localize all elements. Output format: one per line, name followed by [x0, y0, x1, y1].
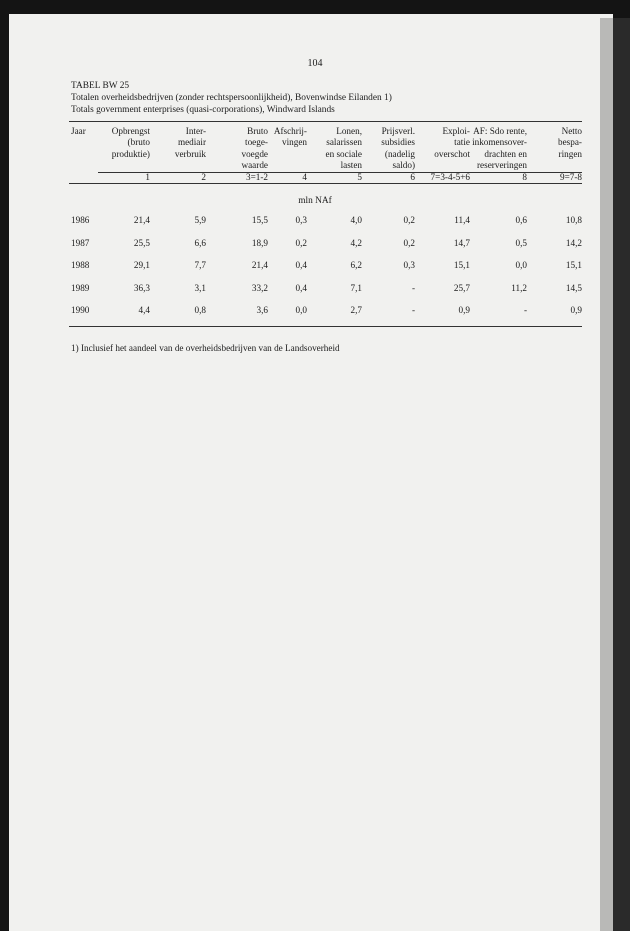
column-header-line: Lonen, — [336, 126, 362, 136]
row-year: 1989 — [71, 283, 90, 293]
column-header-line: inkomensover- — [472, 137, 527, 148]
table-cell: 0,9 — [570, 305, 582, 315]
table-title-english: Totals government enterprises (quasi-corporations), Windward Islands — [71, 105, 335, 115]
table-cell: 33,2 — [251, 283, 268, 293]
table-title-dutch: Totalen overheidsbedrijven (zonder rechtspersoonlijkheid), Bovenwindse Eilanden 1) — [71, 93, 392, 103]
table-cell: 14,2 — [565, 238, 582, 248]
column-header-line: overschot — [434, 148, 470, 159]
column-code: 8 — [522, 172, 527, 182]
table-cell: - — [411, 283, 415, 293]
column-header — [434, 126, 470, 160]
table-cell: 3,6 — [256, 305, 268, 315]
table-cell: 14,7 — [453, 238, 470, 248]
column-code: 5 — [357, 172, 362, 182]
table-cell: 0,3 — [295, 215, 307, 225]
footnote: 1) Inclusief het aandeel van de overheidsbedrijven van de Landsoverheid — [71, 343, 340, 353]
row-year: 1987 — [71, 238, 90, 248]
column-header-line: produktie) — [111, 148, 150, 159]
table-bottom-rule — [69, 326, 582, 327]
scan-border — [613, 18, 630, 931]
column-header-line: Exploi- — [442, 126, 470, 136]
table-cell: 0,2 — [403, 238, 415, 248]
column-header-line: voegde — [241, 148, 268, 159]
column-code: 3=1-2 — [245, 172, 268, 182]
column-code: 4 — [302, 172, 307, 182]
row-year: 1988 — [71, 260, 90, 270]
unit-label: mln NAf — [298, 196, 332, 206]
table-cell: 11,4 — [454, 215, 470, 225]
column-header-line: drachten en — [484, 148, 527, 159]
table-cell: 0,2 — [295, 238, 307, 248]
table-cell: 21,4 — [251, 260, 268, 270]
column-header-line: mediair — [177, 137, 206, 148]
table-cell: 14,5 — [565, 283, 582, 293]
table-cell: 4,4 — [138, 305, 150, 315]
page-edge-shadow — [600, 18, 614, 931]
column-header-line: (nadelig — [384, 148, 415, 159]
row-year: 1986 — [71, 215, 90, 225]
table-cell: 18,9 — [251, 238, 268, 248]
column-header — [558, 126, 582, 160]
table-cell: 0,3 — [403, 260, 415, 270]
table-id: TABEL BW 25 — [71, 81, 130, 91]
table-cell: 3,1 — [194, 283, 206, 293]
table-cell: 0,4 — [295, 260, 307, 270]
header-rule — [98, 172, 582, 173]
row-year: 1990 — [71, 305, 90, 315]
column-header-line: Afschrij- — [273, 126, 307, 136]
table-cell: 10,8 — [565, 215, 582, 225]
table-cell: - — [411, 305, 415, 315]
table-top-rule — [69, 121, 582, 122]
column-header-line: reserveringen — [477, 160, 527, 171]
column-header — [112, 126, 150, 160]
table-cell: 0,2 — [403, 215, 415, 225]
table-cell: 36,3 — [133, 283, 150, 293]
column-header — [326, 126, 362, 172]
table-cell: 7,1 — [350, 283, 362, 293]
table-cell: 25,7 — [453, 283, 470, 293]
column-header-line: subsidies — [381, 137, 415, 148]
table-cell: 21,4 — [133, 215, 150, 225]
table-cell: - — [523, 305, 527, 315]
table-cell: 0,4 — [295, 283, 307, 293]
column-header-line: bespa- — [558, 137, 582, 148]
column-header-line: Bruto — [247, 126, 268, 136]
table-cell: 29,1 — [133, 260, 150, 270]
table-cell: 2,7 — [350, 305, 362, 315]
table-cell: 0,8 — [194, 305, 206, 315]
table-cell: 15,1 — [565, 260, 582, 270]
table-cell: 5,9 — [194, 215, 206, 225]
column-code: 7=3-4-5+6 — [430, 172, 470, 182]
column-header-line: Netto — [561, 126, 582, 136]
table-cell: 6,2 — [350, 260, 362, 270]
column-header-line: salarissen — [326, 137, 362, 148]
table-cell: 6,6 — [194, 238, 206, 248]
column-header-line: vingen — [281, 137, 307, 148]
column-header-line: lasten — [340, 160, 362, 171]
column-header — [241, 126, 268, 172]
table-cell: 25,5 — [133, 238, 150, 248]
table-cell: 4,0 — [350, 215, 362, 225]
table-cell: 15,1 — [453, 260, 470, 270]
column-header-line: toege- — [245, 137, 268, 148]
table-cell: 0,5 — [515, 238, 527, 248]
column-code: 9=7-8 — [559, 172, 582, 182]
page-number: 104 — [307, 58, 323, 69]
column-header-line: en sociale — [325, 148, 362, 159]
column-header-line: Prijsverl. — [381, 126, 415, 136]
column-header — [381, 126, 415, 172]
column-header-line: Opbrengst — [111, 126, 150, 136]
table-cell: 15,5 — [251, 215, 268, 225]
code-rule — [69, 183, 582, 184]
table-cell: 0,0 — [515, 260, 527, 270]
table-cell: 7,7 — [194, 260, 206, 270]
table-cell: 0,9 — [458, 305, 470, 315]
column-code: 6 — [410, 172, 415, 182]
column-header-line: saldo) — [392, 160, 415, 171]
column-header-line: ringen — [558, 148, 582, 159]
column-code: 1 — [145, 172, 150, 182]
column-header-line: AF: Sdo rente, — [473, 126, 527, 136]
table-cell: 11,2 — [511, 283, 527, 293]
column-header-line: (bruto — [127, 137, 150, 148]
column-header-line: Inter- — [185, 126, 206, 136]
column-header — [472, 126, 527, 172]
table-cell: 4,2 — [350, 238, 362, 248]
column-header-line: tatie — [454, 137, 470, 148]
table-cell: 0,0 — [295, 305, 307, 315]
column-header-line: verbruik — [174, 148, 206, 159]
column-code: 2 — [201, 172, 206, 182]
table-cell: 0,6 — [515, 215, 527, 225]
table-caption — [71, 80, 392, 116]
column-header — [274, 126, 307, 149]
year-column-header: Jaar — [71, 126, 86, 136]
column-header — [175, 126, 206, 160]
column-header-line: waarde — [241, 160, 268, 171]
